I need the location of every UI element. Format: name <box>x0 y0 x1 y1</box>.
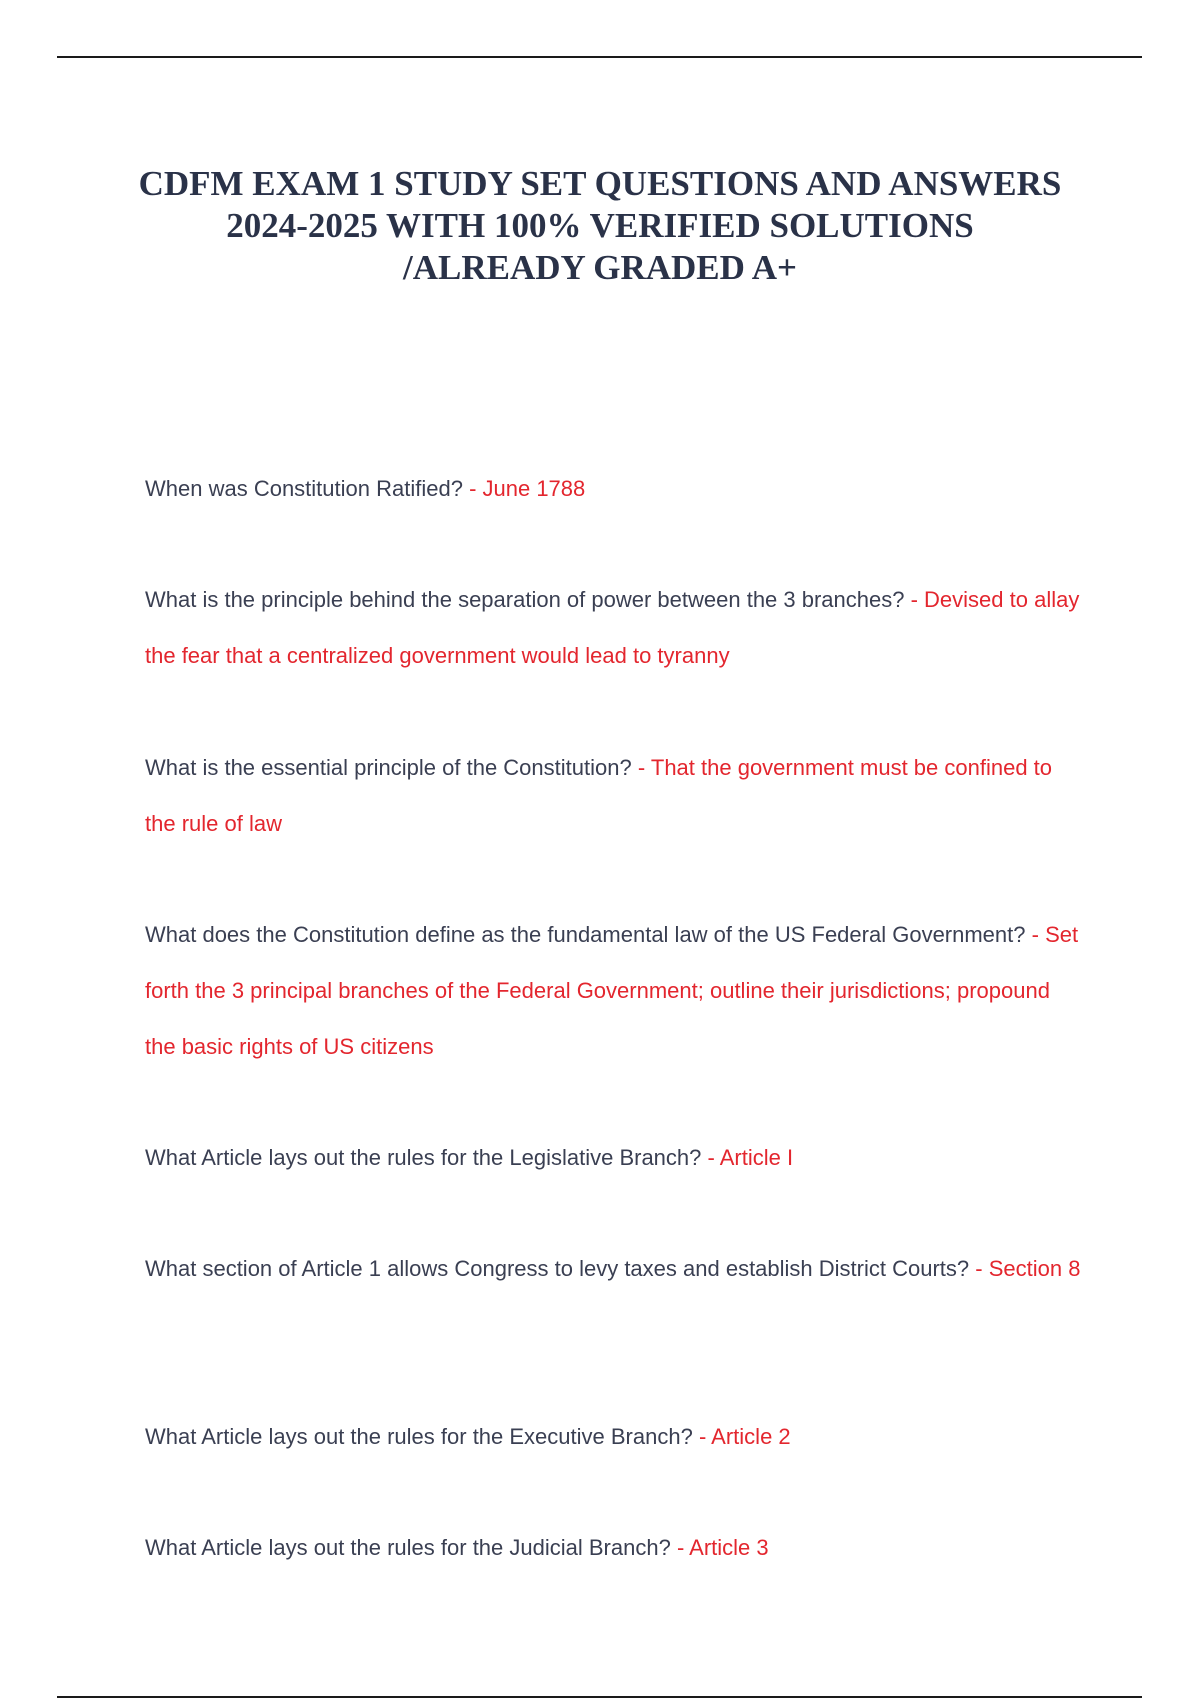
question-text: What does the Constitution define as the fundamental law of the US Federal Government? <box>145 922 1026 947</box>
top-divider <box>57 56 1142 58</box>
question-text: What Article lays out the rules for the Legislative Branch? <box>145 1145 702 1170</box>
answer-text: - June 1788 <box>469 476 586 501</box>
qa-item-8 <box>145 1520 1085 1576</box>
answer-text: - That the government must be confined to the rule of law <box>145 755 1053 836</box>
document-title <box>100 163 1100 289</box>
title-line-3: /ALREADY GRADED A+ <box>403 248 797 287</box>
qa-item-1 <box>145 461 1085 517</box>
question-text: What Article lays out the rules for the Executive Branch? <box>145 1424 693 1449</box>
qa-item-3 <box>145 740 1085 852</box>
qa-item-7 <box>145 1409 1085 1465</box>
question-text: What is the essential principle of the Constitution? <box>145 755 632 780</box>
title-line-1: CDFM EXAM 1 STUDY SET QUESTIONS AND ANSWERS <box>138 164 1062 203</box>
qa-item-6 <box>145 1241 1085 1297</box>
qa-item-4 <box>145 907 1085 1075</box>
qa-item-2 <box>145 572 1085 684</box>
answer-text: - Devised to allay the fear that a centralized government would lead to tyranny <box>145 587 1080 668</box>
question-text: When was Constitution Ratified? <box>145 476 463 501</box>
answer-text: - Article I <box>707 1145 794 1170</box>
title-line-2: 2024-2025 WITH 100% VERIFIED SOLUTIONS <box>226 206 974 245</box>
bottom-divider <box>57 1696 1142 1698</box>
answer-text: - Article 2 <box>698 1424 791 1449</box>
question-text: What Article lays out the rules for the Judicial Branch? <box>145 1535 671 1560</box>
answer-text: - Article 3 <box>676 1535 769 1560</box>
question-text: What is the principle behind the separation of power between the 3 branches? <box>145 587 905 612</box>
answer-text: - Section 8 <box>975 1256 1081 1281</box>
qa-item-5 <box>145 1130 1085 1186</box>
question-text: What section of Article 1 allows Congress to levy taxes and establish District Courts? <box>145 1256 970 1281</box>
answer-text: - Set forth the 3 principal branches of the Federal Government; outline their jurisdictions; propound the basic rights of US citizens <box>145 922 1079 1059</box>
